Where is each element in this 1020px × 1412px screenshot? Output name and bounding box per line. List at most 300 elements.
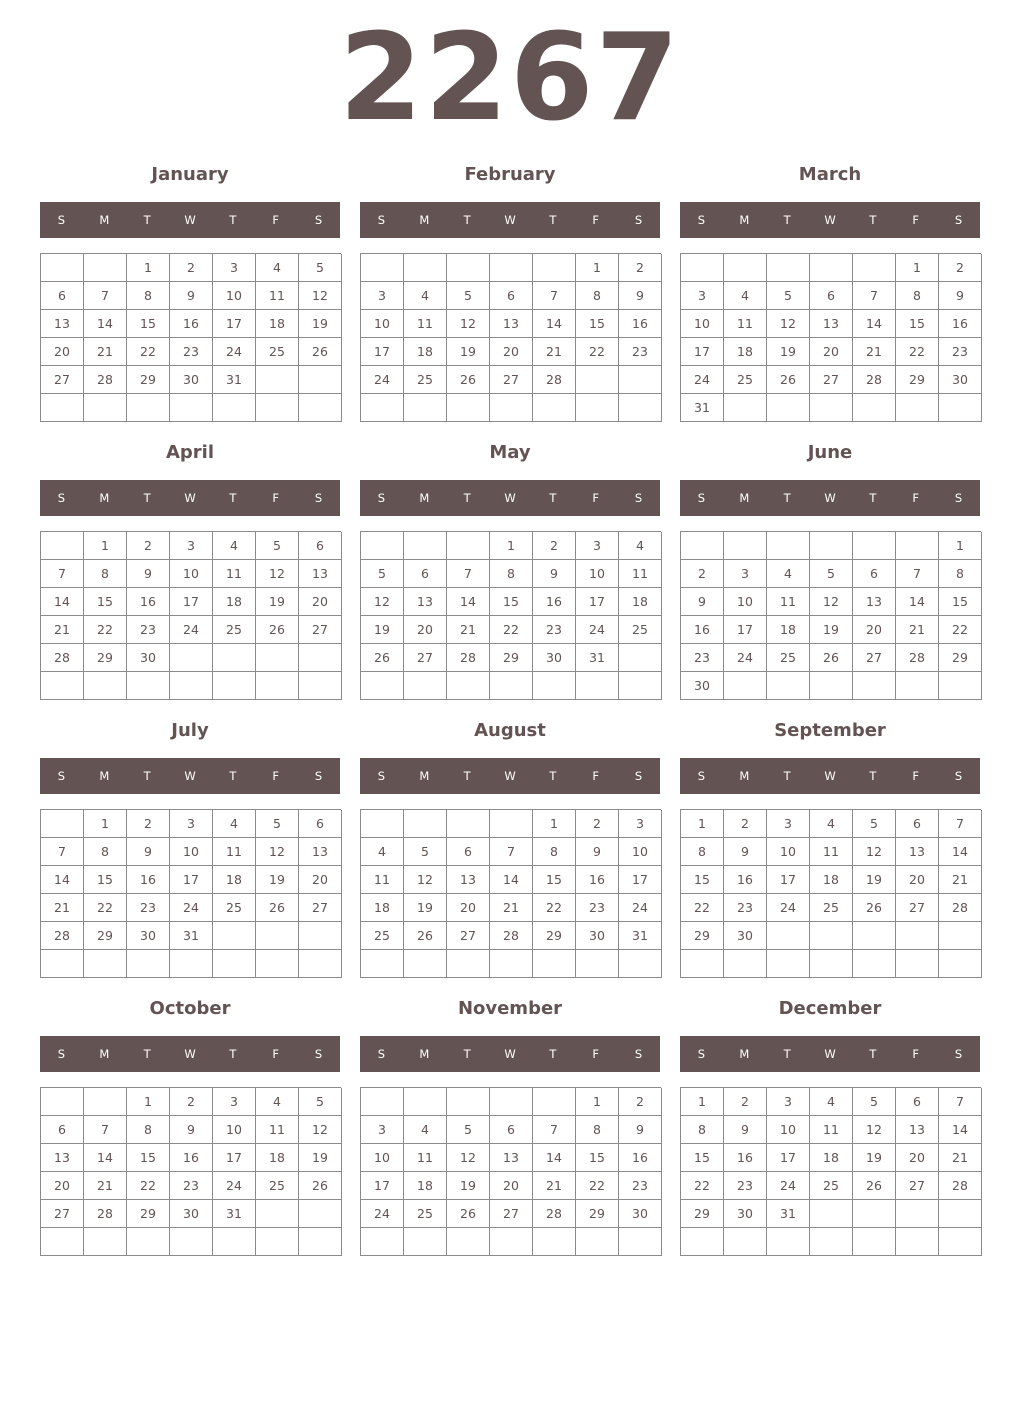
weekday-label: T bbox=[229, 1047, 237, 1061]
weekday-label: M bbox=[419, 769, 430, 783]
day-cell: 22 bbox=[896, 338, 939, 366]
day-cell: 16 bbox=[576, 866, 619, 894]
day-cell bbox=[853, 672, 896, 700]
weekday-label: W bbox=[504, 769, 516, 783]
day-cell bbox=[447, 254, 490, 282]
day-cell: 12 bbox=[853, 1116, 896, 1144]
day-cell: 19 bbox=[810, 616, 853, 644]
day-cell bbox=[533, 1228, 576, 1256]
day-cell: 18 bbox=[256, 1144, 299, 1172]
day-cell: 29 bbox=[681, 922, 724, 950]
day-cell: 11 bbox=[619, 560, 662, 588]
day-cell: 4 bbox=[724, 282, 767, 310]
day-cell: 14 bbox=[84, 1144, 127, 1172]
day-cell bbox=[533, 1088, 576, 1116]
weekday-header-bar bbox=[680, 758, 980, 794]
day-cell: 13 bbox=[299, 838, 342, 866]
day-cell: 26 bbox=[447, 366, 490, 394]
day-cell bbox=[810, 1200, 853, 1228]
day-cell bbox=[853, 254, 896, 282]
day-cell bbox=[447, 394, 490, 422]
day-cell: 20 bbox=[447, 894, 490, 922]
day-cell: 6 bbox=[490, 282, 533, 310]
weekday-label: T bbox=[869, 769, 877, 783]
day-cell: 20 bbox=[299, 588, 342, 616]
day-cell: 1 bbox=[576, 254, 619, 282]
day-cell: 26 bbox=[361, 644, 404, 672]
weekday-label: M bbox=[419, 213, 430, 227]
day-cell: 15 bbox=[939, 588, 982, 616]
day-cell bbox=[724, 532, 767, 560]
day-cell: 31 bbox=[213, 1200, 256, 1228]
day-cell: 9 bbox=[170, 282, 213, 310]
weekday-label: W bbox=[824, 1047, 836, 1061]
day-cell bbox=[447, 950, 490, 978]
day-cell: 15 bbox=[84, 866, 127, 894]
day-cell: 29 bbox=[681, 1200, 724, 1228]
day-cell bbox=[213, 394, 256, 422]
day-cell bbox=[724, 672, 767, 700]
day-cell: 6 bbox=[41, 282, 84, 310]
day-cell: 4 bbox=[619, 532, 662, 560]
day-cell: 1 bbox=[896, 254, 939, 282]
weekday-header-bar bbox=[40, 480, 340, 516]
weekday-label: F bbox=[272, 1047, 280, 1061]
day-cell: 19 bbox=[361, 616, 404, 644]
weekday-label: T bbox=[143, 213, 151, 227]
weekday-label: S bbox=[634, 1047, 643, 1061]
day-grid bbox=[680, 1087, 981, 1256]
day-cell: 30 bbox=[724, 922, 767, 950]
day-cell bbox=[404, 254, 447, 282]
day-cell: 13 bbox=[41, 1144, 84, 1172]
day-grid bbox=[40, 809, 341, 978]
day-cell: 12 bbox=[447, 1144, 490, 1172]
day-cell bbox=[299, 922, 342, 950]
day-cell: 20 bbox=[41, 338, 84, 366]
day-cell: 2 bbox=[576, 810, 619, 838]
day-cell: 5 bbox=[299, 254, 342, 282]
day-cell bbox=[361, 1088, 404, 1116]
weekday-label: M bbox=[739, 1047, 750, 1061]
day-cell: 24 bbox=[361, 1200, 404, 1228]
month-name: April bbox=[165, 442, 215, 463]
day-cell: 26 bbox=[299, 338, 342, 366]
day-cell: 3 bbox=[361, 282, 404, 310]
day-cell bbox=[576, 1228, 619, 1256]
day-cell: 28 bbox=[939, 1172, 982, 1200]
day-cell bbox=[256, 1228, 299, 1256]
day-cell: 3 bbox=[576, 532, 619, 560]
day-cell: 21 bbox=[84, 338, 127, 366]
day-cell bbox=[681, 532, 724, 560]
day-cell: 9 bbox=[681, 588, 724, 616]
weekday-header-bar bbox=[680, 1036, 980, 1072]
day-cell bbox=[767, 254, 810, 282]
day-cell: 13 bbox=[41, 310, 84, 338]
day-cell: 8 bbox=[127, 1116, 170, 1144]
day-cell bbox=[447, 672, 490, 700]
day-cell: 31 bbox=[619, 922, 662, 950]
day-cell: 21 bbox=[41, 894, 84, 922]
weekday-label: S bbox=[697, 491, 706, 505]
day-cell: 12 bbox=[767, 310, 810, 338]
month-name: August bbox=[474, 720, 546, 741]
day-cell: 2 bbox=[170, 1088, 213, 1116]
day-cell: 25 bbox=[404, 366, 447, 394]
day-cell: 16 bbox=[724, 866, 767, 894]
day-cell: 16 bbox=[619, 1144, 662, 1172]
day-cell: 22 bbox=[84, 616, 127, 644]
day-cell: 1 bbox=[84, 810, 127, 838]
day-cell: 29 bbox=[896, 366, 939, 394]
day-cell: 5 bbox=[256, 532, 299, 560]
day-cell bbox=[127, 394, 170, 422]
day-cell bbox=[767, 532, 810, 560]
day-cell: 9 bbox=[724, 838, 767, 866]
day-cell: 5 bbox=[361, 560, 404, 588]
day-cell: 2 bbox=[619, 1088, 662, 1116]
day-cell: 3 bbox=[619, 810, 662, 838]
day-cell bbox=[361, 810, 404, 838]
month-name: January bbox=[151, 164, 229, 185]
day-grid bbox=[40, 1087, 341, 1256]
day-cell: 23 bbox=[724, 1172, 767, 1200]
day-cell: 14 bbox=[533, 310, 576, 338]
day-cell: 1 bbox=[127, 254, 170, 282]
day-cell: 4 bbox=[767, 560, 810, 588]
weekday-label: F bbox=[272, 213, 280, 227]
day-cell bbox=[404, 532, 447, 560]
day-cell: 10 bbox=[361, 1144, 404, 1172]
day-cell: 23 bbox=[170, 338, 213, 366]
day-cell: 29 bbox=[84, 644, 127, 672]
day-cell bbox=[41, 810, 84, 838]
day-cell: 19 bbox=[256, 588, 299, 616]
day-cell: 28 bbox=[853, 366, 896, 394]
weekday-label: F bbox=[592, 213, 600, 227]
day-cell bbox=[299, 1228, 342, 1256]
day-cell: 23 bbox=[724, 894, 767, 922]
day-cell: 26 bbox=[767, 366, 810, 394]
day-cell: 15 bbox=[576, 310, 619, 338]
day-cell: 18 bbox=[404, 338, 447, 366]
day-cell: 13 bbox=[896, 1116, 939, 1144]
weekday-label: T bbox=[783, 1047, 791, 1061]
day-cell: 10 bbox=[724, 588, 767, 616]
day-cell: 15 bbox=[576, 1144, 619, 1172]
month-name: October bbox=[149, 998, 231, 1019]
day-cell: 28 bbox=[447, 644, 490, 672]
day-cell: 10 bbox=[170, 838, 213, 866]
weekday-label: T bbox=[549, 213, 557, 227]
day-cell: 19 bbox=[299, 1144, 342, 1172]
day-cell: 1 bbox=[127, 1088, 170, 1116]
day-cell: 5 bbox=[853, 1088, 896, 1116]
day-cell: 10 bbox=[619, 838, 662, 866]
day-cell: 29 bbox=[127, 1200, 170, 1228]
weekday-label: S bbox=[634, 769, 643, 783]
day-cell bbox=[724, 1228, 767, 1256]
day-cell: 9 bbox=[170, 1116, 213, 1144]
weekday-label: S bbox=[954, 491, 963, 505]
day-cell: 24 bbox=[576, 616, 619, 644]
day-cell: 5 bbox=[447, 282, 490, 310]
weekday-header-bar bbox=[360, 480, 660, 516]
weekday-label: W bbox=[184, 769, 196, 783]
day-cell bbox=[41, 254, 84, 282]
day-cell bbox=[41, 532, 84, 560]
day-cell: 18 bbox=[213, 588, 256, 616]
day-cell: 13 bbox=[299, 560, 342, 588]
day-cell: 20 bbox=[490, 1172, 533, 1200]
day-cell: 12 bbox=[256, 560, 299, 588]
day-cell: 20 bbox=[299, 866, 342, 894]
weekday-header-bar bbox=[40, 758, 340, 794]
day-cell: 8 bbox=[576, 282, 619, 310]
day-cell: 11 bbox=[404, 1144, 447, 1172]
day-cell: 19 bbox=[299, 310, 342, 338]
day-cell: 20 bbox=[404, 616, 447, 644]
day-cell bbox=[896, 394, 939, 422]
day-cell: 24 bbox=[170, 894, 213, 922]
day-cell: 3 bbox=[361, 1116, 404, 1144]
day-cell: 28 bbox=[533, 1200, 576, 1228]
day-cell: 6 bbox=[447, 838, 490, 866]
day-cell: 24 bbox=[767, 1172, 810, 1200]
day-cell: 8 bbox=[576, 1116, 619, 1144]
day-cell bbox=[767, 672, 810, 700]
day-cell: 12 bbox=[447, 310, 490, 338]
day-cell: 20 bbox=[810, 338, 853, 366]
day-cell: 22 bbox=[490, 616, 533, 644]
weekday-label: S bbox=[634, 491, 643, 505]
weekday-label: S bbox=[697, 213, 706, 227]
weekday-label: S bbox=[697, 769, 706, 783]
day-cell bbox=[361, 394, 404, 422]
day-cell: 25 bbox=[213, 616, 256, 644]
day-cell: 28 bbox=[84, 366, 127, 394]
day-cell: 4 bbox=[361, 838, 404, 866]
day-cell: 21 bbox=[896, 616, 939, 644]
day-cell: 20 bbox=[41, 1172, 84, 1200]
day-grid bbox=[40, 531, 341, 700]
day-cell: 12 bbox=[256, 838, 299, 866]
day-cell: 3 bbox=[681, 282, 724, 310]
day-cell: 17 bbox=[361, 338, 404, 366]
day-cell: 10 bbox=[170, 560, 213, 588]
day-cell bbox=[724, 394, 767, 422]
day-cell bbox=[41, 950, 84, 978]
weekday-label: T bbox=[549, 1047, 557, 1061]
day-cell: 25 bbox=[619, 616, 662, 644]
day-cell: 11 bbox=[810, 1116, 853, 1144]
day-cell bbox=[256, 394, 299, 422]
day-cell bbox=[404, 394, 447, 422]
day-cell bbox=[84, 254, 127, 282]
weekday-label: T bbox=[143, 769, 151, 783]
day-cell: 14 bbox=[490, 866, 533, 894]
day-cell bbox=[810, 254, 853, 282]
month-name: September bbox=[774, 720, 886, 741]
day-cell: 30 bbox=[533, 644, 576, 672]
day-cell bbox=[256, 644, 299, 672]
day-cell bbox=[361, 532, 404, 560]
day-cell bbox=[490, 1228, 533, 1256]
day-cell: 28 bbox=[41, 922, 84, 950]
month-name: July bbox=[171, 720, 209, 741]
day-cell: 15 bbox=[490, 588, 533, 616]
weekday-label: T bbox=[463, 1047, 471, 1061]
weekday-label: M bbox=[739, 213, 750, 227]
day-cell: 25 bbox=[256, 338, 299, 366]
day-cell: 30 bbox=[619, 1200, 662, 1228]
day-cell bbox=[170, 672, 213, 700]
weekday-label: F bbox=[912, 491, 920, 505]
day-cell: 30 bbox=[127, 922, 170, 950]
day-cell bbox=[490, 810, 533, 838]
day-cell: 24 bbox=[681, 366, 724, 394]
day-cell bbox=[853, 394, 896, 422]
day-cell bbox=[939, 394, 982, 422]
day-cell: 11 bbox=[256, 282, 299, 310]
day-cell: 18 bbox=[404, 1172, 447, 1200]
weekday-label: M bbox=[99, 769, 110, 783]
day-cell: 27 bbox=[299, 894, 342, 922]
day-cell: 7 bbox=[533, 282, 576, 310]
weekday-label: M bbox=[99, 1047, 110, 1061]
day-cell: 10 bbox=[767, 1116, 810, 1144]
day-cell: 15 bbox=[681, 1144, 724, 1172]
day-cell: 25 bbox=[724, 366, 767, 394]
day-cell bbox=[299, 1200, 342, 1228]
day-cell: 4 bbox=[404, 282, 447, 310]
day-cell: 14 bbox=[533, 1144, 576, 1172]
day-cell: 11 bbox=[724, 310, 767, 338]
day-cell: 27 bbox=[896, 1172, 939, 1200]
day-cell bbox=[447, 532, 490, 560]
day-cell: 20 bbox=[896, 1144, 939, 1172]
day-cell: 13 bbox=[896, 838, 939, 866]
day-cell: 12 bbox=[299, 282, 342, 310]
day-cell: 16 bbox=[939, 310, 982, 338]
day-cell: 8 bbox=[490, 560, 533, 588]
weekday-label: T bbox=[229, 213, 237, 227]
weekday-label: W bbox=[184, 1047, 196, 1061]
weekday-label: T bbox=[143, 491, 151, 505]
day-cell bbox=[810, 532, 853, 560]
day-cell: 12 bbox=[361, 588, 404, 616]
day-cell: 2 bbox=[939, 254, 982, 282]
day-cell bbox=[41, 672, 84, 700]
day-cell: 7 bbox=[939, 1088, 982, 1116]
weekday-label: S bbox=[57, 491, 66, 505]
day-cell: 24 bbox=[170, 616, 213, 644]
day-cell: 17 bbox=[724, 616, 767, 644]
day-cell: 18 bbox=[361, 894, 404, 922]
day-cell: 4 bbox=[213, 810, 256, 838]
day-cell: 6 bbox=[896, 810, 939, 838]
day-cell: 7 bbox=[41, 838, 84, 866]
day-cell bbox=[84, 394, 127, 422]
weekday-label: S bbox=[314, 769, 323, 783]
weekday-label: M bbox=[739, 491, 750, 505]
month-name: June bbox=[807, 442, 853, 463]
day-cell bbox=[404, 672, 447, 700]
day-cell: 3 bbox=[170, 532, 213, 560]
day-cell: 27 bbox=[447, 922, 490, 950]
day-cell bbox=[619, 950, 662, 978]
weekday-label: M bbox=[419, 1047, 430, 1061]
day-cell: 31 bbox=[213, 366, 256, 394]
day-cell: 20 bbox=[490, 338, 533, 366]
day-cell: 7 bbox=[447, 560, 490, 588]
day-cell bbox=[533, 254, 576, 282]
day-cell: 6 bbox=[853, 560, 896, 588]
day-cell bbox=[84, 1088, 127, 1116]
day-cell bbox=[853, 532, 896, 560]
weekday-label: S bbox=[57, 769, 66, 783]
day-cell: 26 bbox=[447, 1200, 490, 1228]
day-cell: 30 bbox=[170, 1200, 213, 1228]
month-name: March bbox=[798, 164, 862, 185]
day-cell: 5 bbox=[767, 282, 810, 310]
weekday-label: S bbox=[377, 769, 386, 783]
weekday-label: W bbox=[504, 213, 516, 227]
day-cell: 14 bbox=[41, 866, 84, 894]
day-cell: 24 bbox=[619, 894, 662, 922]
weekday-header-bar bbox=[360, 758, 660, 794]
day-cell bbox=[490, 1088, 533, 1116]
day-grid bbox=[360, 253, 661, 422]
weekday-label: W bbox=[184, 491, 196, 505]
weekday-label: W bbox=[504, 1047, 516, 1061]
weekday-header-bar bbox=[40, 202, 340, 238]
day-cell bbox=[404, 950, 447, 978]
day-cell bbox=[853, 1200, 896, 1228]
day-cell: 1 bbox=[576, 1088, 619, 1116]
day-cell bbox=[299, 950, 342, 978]
day-cell bbox=[724, 950, 767, 978]
day-cell: 19 bbox=[447, 1172, 490, 1200]
day-cell: 1 bbox=[490, 532, 533, 560]
day-cell: 3 bbox=[724, 560, 767, 588]
weekday-label: M bbox=[739, 769, 750, 783]
day-cell bbox=[896, 532, 939, 560]
day-cell: 22 bbox=[127, 1172, 170, 1200]
day-cell: 17 bbox=[767, 866, 810, 894]
day-cell: 30 bbox=[939, 366, 982, 394]
day-cell: 16 bbox=[619, 310, 662, 338]
day-cell: 26 bbox=[810, 644, 853, 672]
weekday-label: T bbox=[549, 769, 557, 783]
weekday-label: F bbox=[912, 769, 920, 783]
day-cell bbox=[681, 254, 724, 282]
day-cell: 22 bbox=[681, 1172, 724, 1200]
day-cell: 26 bbox=[853, 1172, 896, 1200]
day-cell bbox=[619, 1228, 662, 1256]
day-cell: 27 bbox=[404, 644, 447, 672]
day-cell bbox=[299, 672, 342, 700]
weekday-label: W bbox=[504, 491, 516, 505]
day-cell: 25 bbox=[256, 1172, 299, 1200]
day-cell: 15 bbox=[127, 1144, 170, 1172]
day-cell bbox=[84, 672, 127, 700]
day-cell: 21 bbox=[41, 616, 84, 644]
day-cell: 28 bbox=[41, 644, 84, 672]
weekday-label: F bbox=[272, 491, 280, 505]
day-cell: 2 bbox=[533, 532, 576, 560]
